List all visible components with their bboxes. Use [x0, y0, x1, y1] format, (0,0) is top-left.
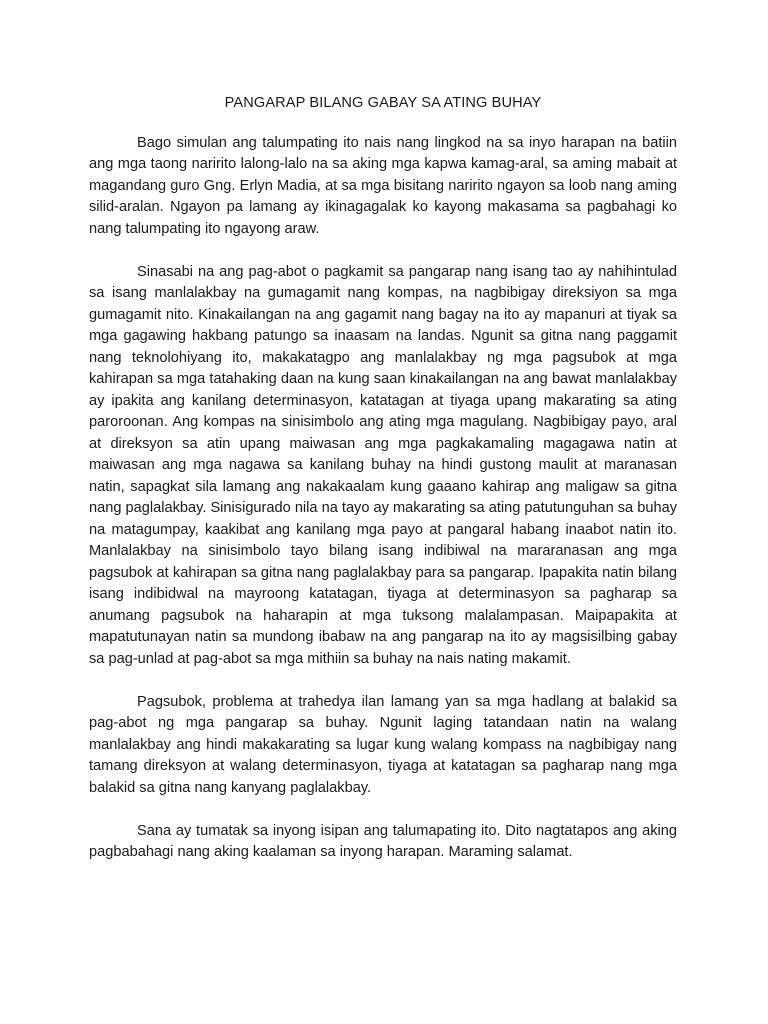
- document-page: [89, 93, 677, 885]
- paragraph-closing: Sana ay tumatak sa inyong isipan ang talumapating ito. Dito nagtatapos ang aking pagbabahagi nang aking kaalaman sa inyong harapan. Maraming salamat.: [89, 822, 677, 860]
- paragraph-obstacles: Pagsubok, problema at trahedya ilan lamang yan sa mga hadlang at balakid sa pag-abot ng mga pangarap sa buhay. Ngunit laging tatandaan natin na walang manlalakbay ang hindi makakarating sa lugar kung walang kompass na nagbibigay nang tamang direksyon at walang determinasyon, tiyaga at katatagan sa pagharap nang mga balakid sa gitna nang kanyang paglalakbay.: [89, 693, 677, 796]
- paragraph-compass-metaphor: Sinasabi na ang pag-abot o pagkamit sa pangarap nang isang tao ay nahihintulad sa isang manlalakbay na gumagamit nang kompas, na nagbibigay direksiyon sa mga gumagamit nito. Kinakailangan na ang gagamit nang bagay na ito ay mapanuri at tiyak sa mga gagawing hakbang patungo sa inaasam na landas. Ngunit sa gitna nang paggamit nang teknolohiyang ito, makakatagpo ang manlalakbay ng mga pagsubok at mga kahirapan sa mga tatahaking daan na kung saan kinakailangan na ang bawat manlalakbay ay ipakita ang kanilang determinasyon, katatagan at tiyaga upang makarating sa ating paroroonan. Ang kompas na sinisimbolo ang ating mga magulang. Nagbibigay payo, aral at direksyon sa atin upang maiwasan ang mga pagkakamaling magagawa natin at maiwasan ang mga nagawa sa kanilang buhay na hindi gustong maulit at maranasan natin, sapagkat sila lamang ang nakakaalam kung gaaano kahirap ang maligaw sa gitna nang paglalakbay. Sinisigurado nila na tayo ay makarating sa ating patutunguhan sa buhay na matagumpay, kaakibat ang kanilang mga payo at pangaral habang inaabot natin ito. Manlalakbay na sinisimbolo tayo bilang isang indibiwal na mararanasan ang mga pagsubok at kahirapan sa gitna nang paglalakbay para sa pangarap. Ipapakita natin bilang isang indibidwal na mayroong katatagan, tiyaga at determinasyon sa pagharap sa anumang pagsubok na haharapin at mga tuksong malalampasan. Maipapakita at mapatutunayan natin sa mundong ibabaw na ang pangarap na ito ay magsisilbing gabay sa pag-unlad at pag-abot sa mga mithiin sa buhay na nais nating makamit.: [89, 263, 677, 667]
- document-title: PANGARAP BILANG GABAY SA ATING BUHAY: [224, 95, 542, 111]
- paragraph-greeting: Bago simulan ang talumpating ito nais nang lingkod na sa inyo harapan na batiin ang mga taong naririto lalong-lalo na sa aking mga kapwa kamag-aral, sa aming mabait at magandang guro Gng. Erlyn Madia, at sa mga bisitang naririto ngayon sa loob nang aming silid-aralan. Ngayon pa lamang ay ikinagagalak ko kayong makasama sa pagbahagi ko nang talumpating ito ngayong araw.: [89, 134, 677, 237]
